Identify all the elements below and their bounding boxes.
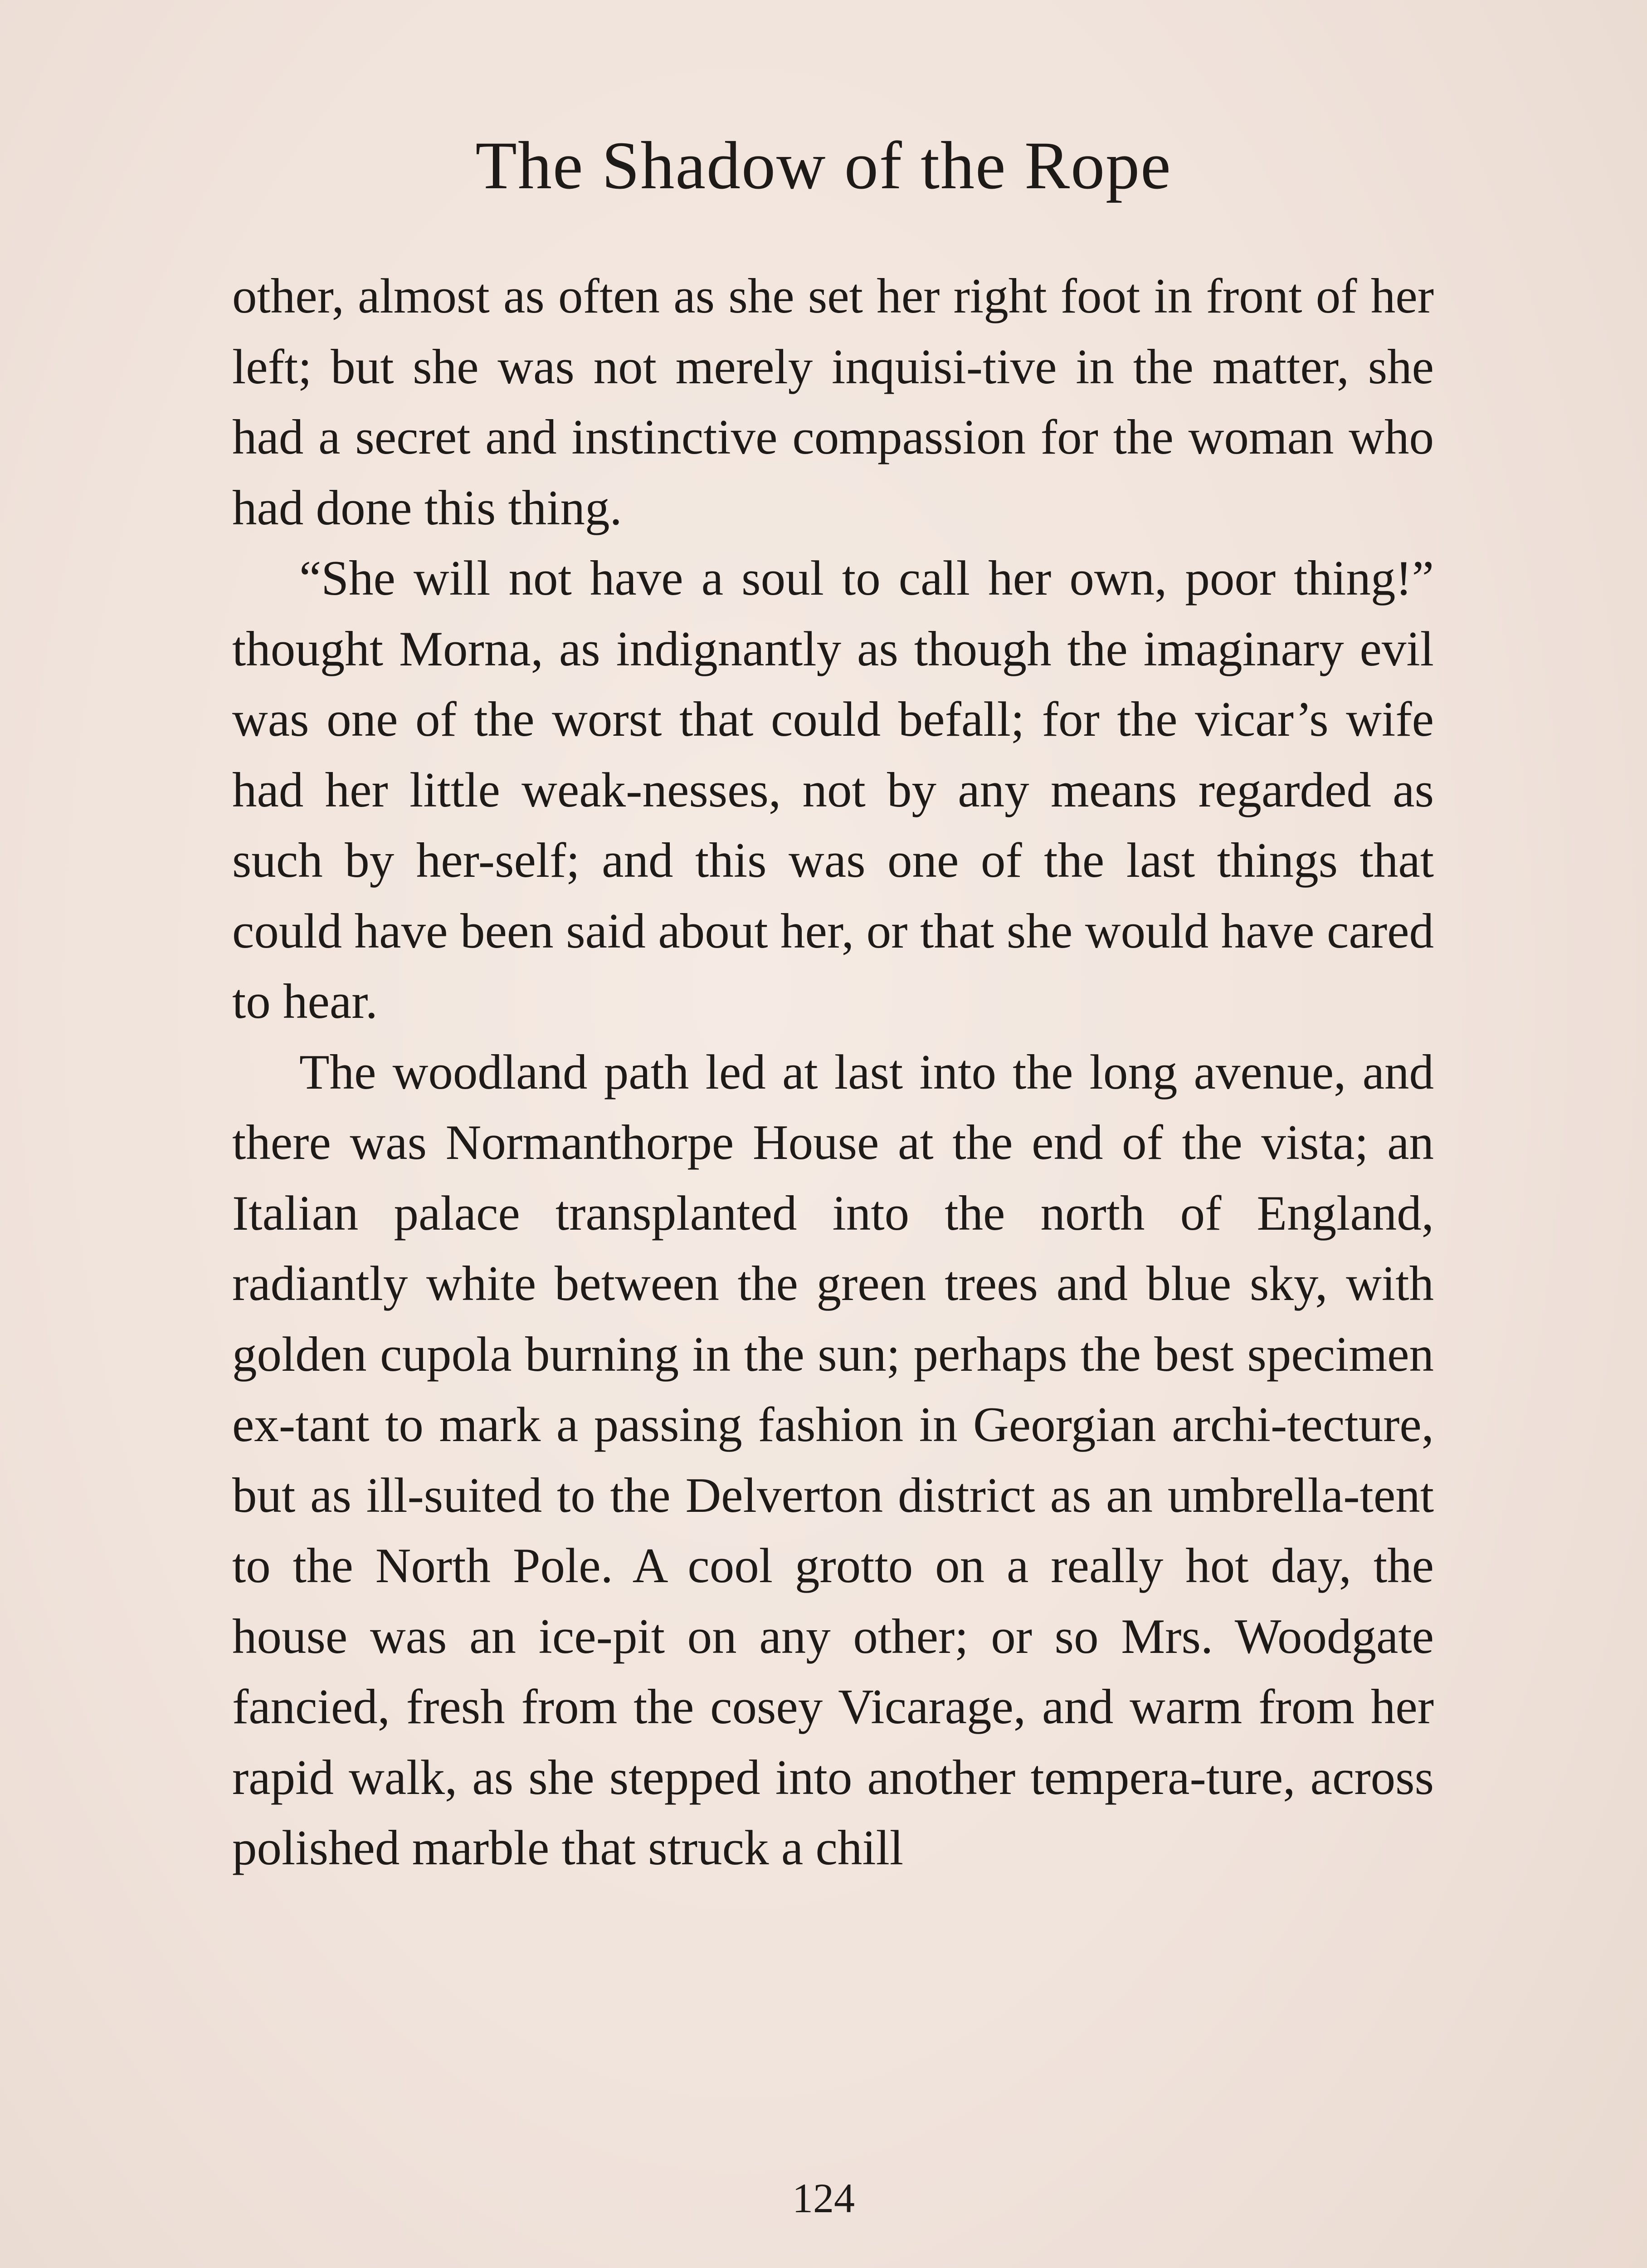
page-number: 124 (792, 2175, 855, 2221)
paragraph-morna-thought: “She will not have a soul to call her own, poor thing!” thought Morna, as indignantly as though the imaginary evil was one of the worst that could befall; for the vicar’s wife had her little weak-nesses, not by any means regarded as such by her-self; and this was one of the last things that could have been said about her, or that she would have cared to hear. (232, 551, 1434, 1029)
body-text (232, 261, 1434, 1883)
running-title: The Shadow of the Rope (475, 128, 1172, 203)
paragraph-woodland-path: The woodland path led at last into the long avenue, and there was Normanthorpe House at the end of the vista; an Italian palace transplanted into the north of England, radiantly white between the green trees and blue sky, with golden cupola burning in the sun; perhaps the best specimen ex-tant to mark a passing fashion in Georgian archi-tecture, but as ill-suited to the Delverton district as an umbrella-tent to the North Pole. A cool grotto on a really hot day, the house was an ice-pit on any other; or so Mrs. Woodgate fancied, fresh from the cosey Vicarage, and warm from her rapid walk, as she stepped into another tempera-ture, across polished marble that struck a chill (232, 1044, 1434, 1875)
paragraph-continued: other, almost as often as she set her right foot in front of her left; but she was not merely inquisi-tive in the matter, she had a secret and instinctive compassion for the woman who had done this thing. (232, 269, 1434, 535)
